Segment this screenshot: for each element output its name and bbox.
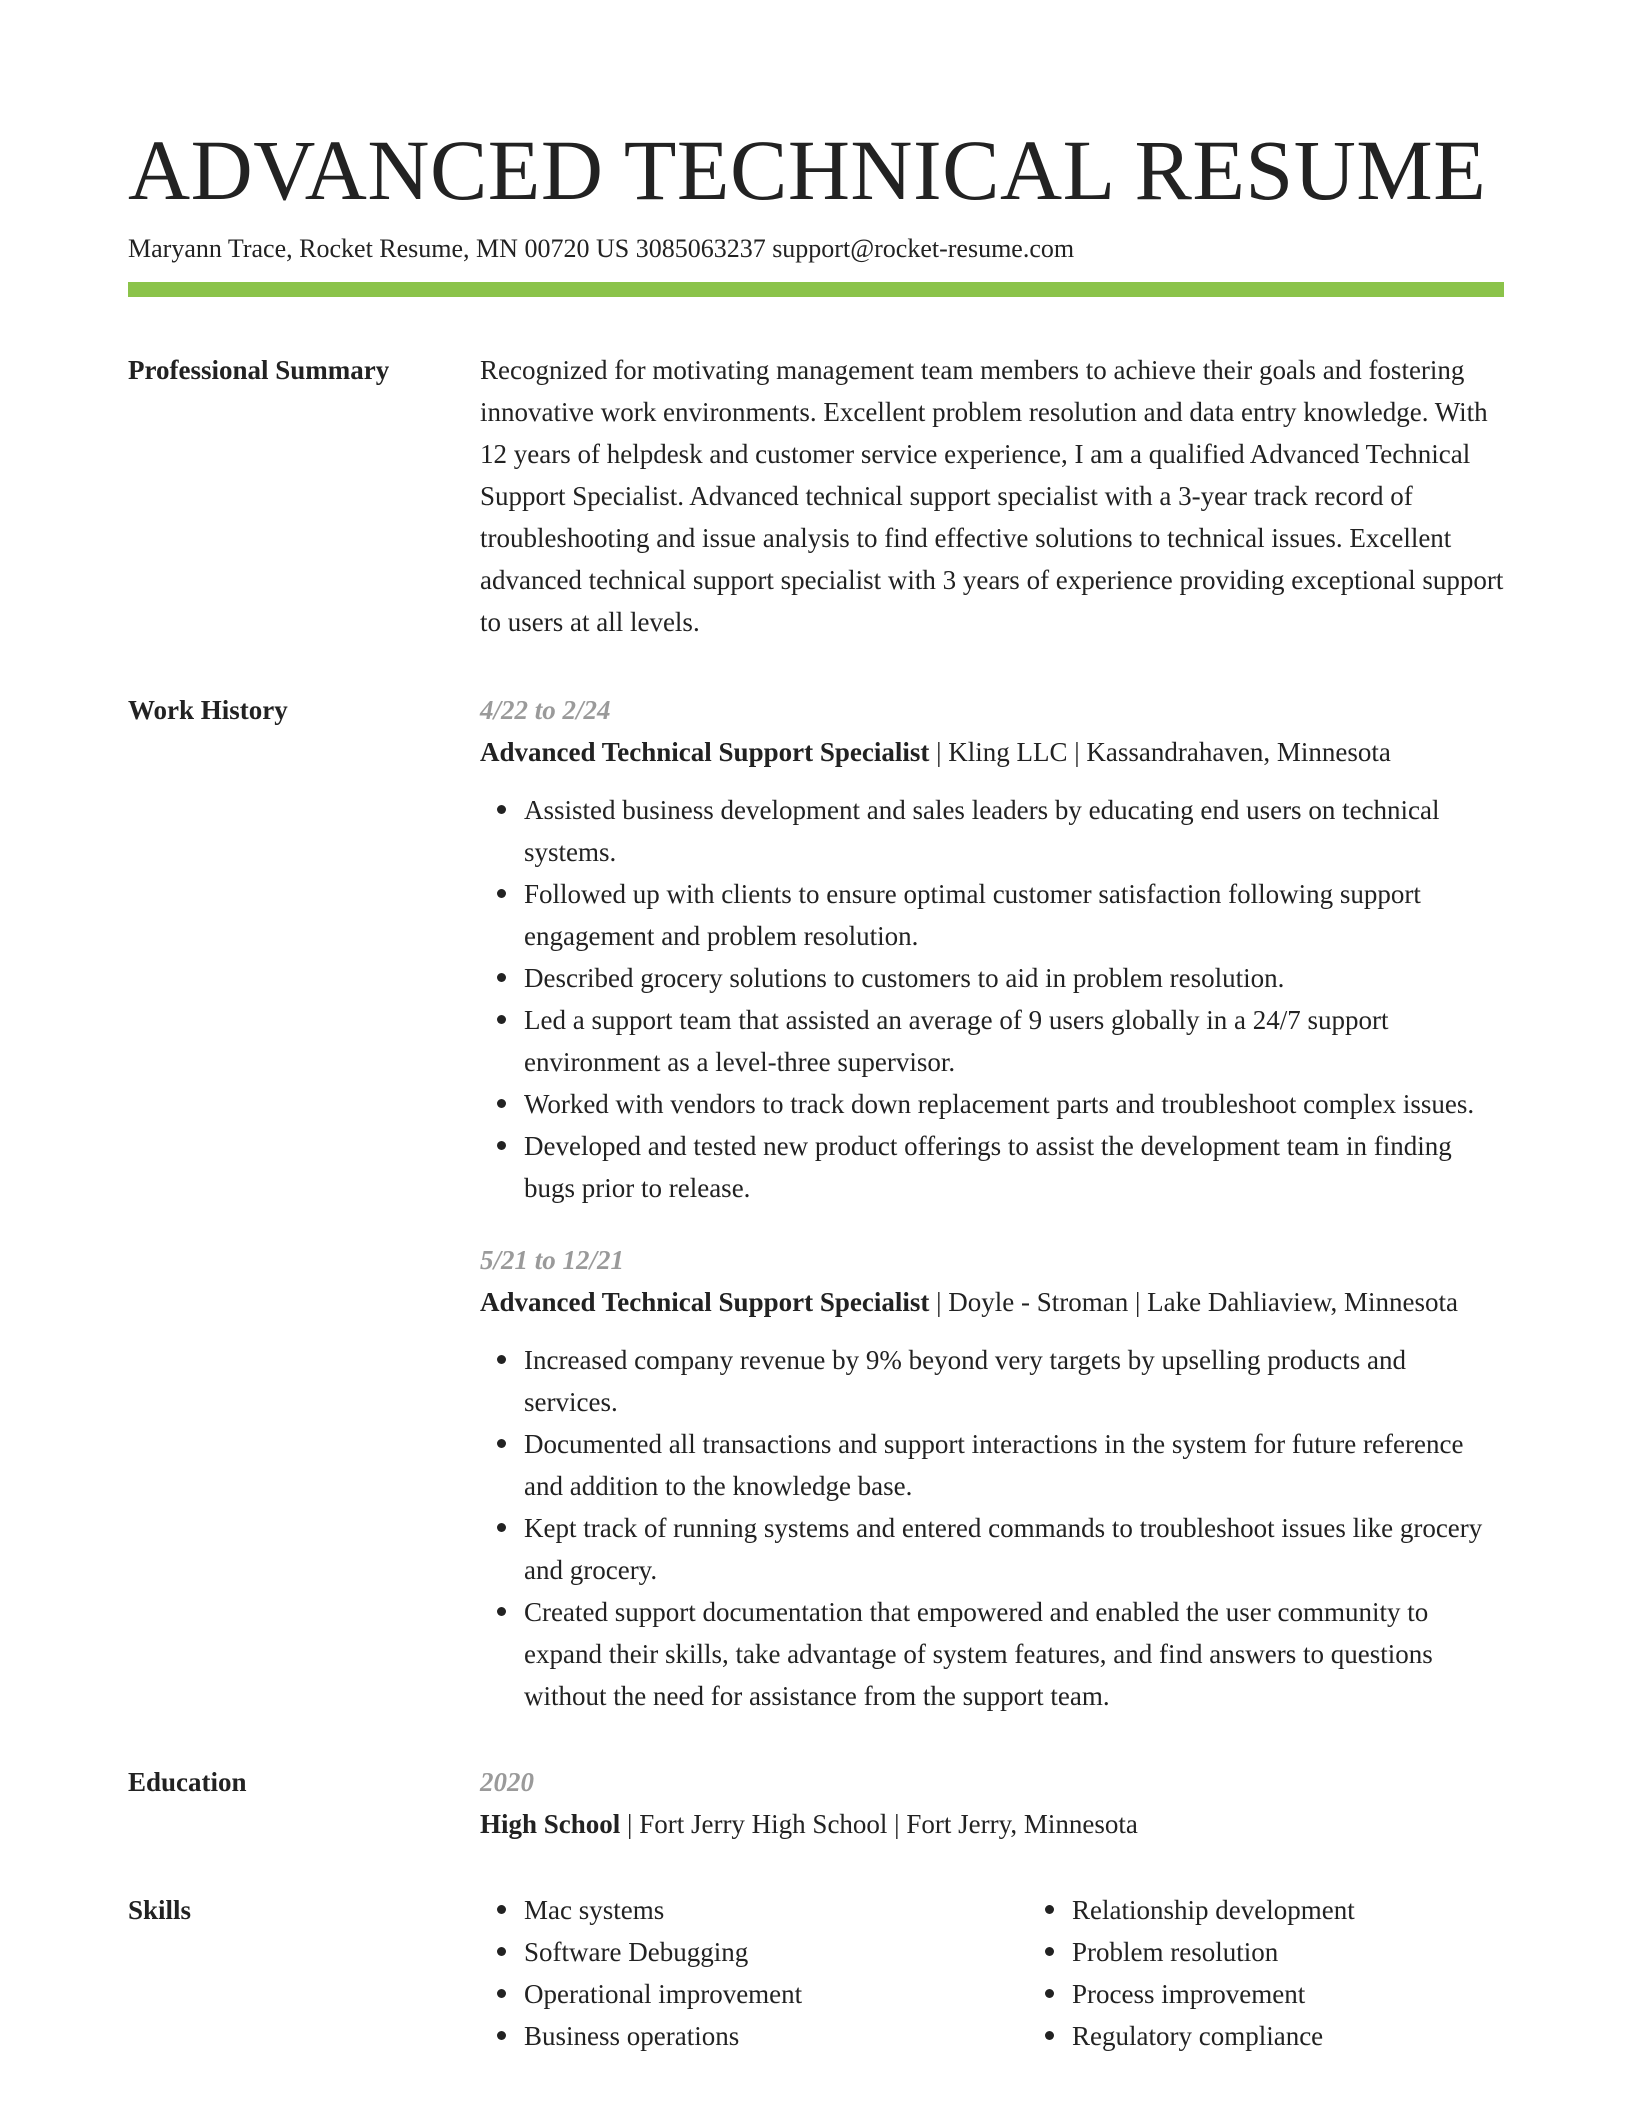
job-bullet: Assisted business development and sales leaders by educating end users on technical systems. [524,789,1504,873]
resume-title: ADVANCED TECHNICAL RESUME [128,122,1487,218]
skill-item: Problem resolution [1072,1931,1576,1973]
education-degree: High School [480,1809,621,1839]
job-bullet: Followed up with clients to ensure optimal customer satisfaction following support engagement and problem resolution. [524,873,1504,957]
job-details: | Doyle - Stroman | Lake Dahliaview, Minnesota [929,1287,1459,1317]
summary-heading: Professional Summary [128,355,390,385]
contact-line [128,232,1504,266]
job-bullets [480,1339,1504,1717]
job-role [480,731,1504,773]
education-entry [480,1803,1504,1845]
work-history-body [480,689,1504,1717]
education-details: | Fort Jerry High School | Fort Jerry, Minnesota [620,1809,1138,1839]
summary-section [128,349,1504,643]
job-entry [480,689,1504,1209]
education-section [128,1761,1504,1845]
contact-email: support@rocket-resume.com [772,234,1075,263]
skills-heading: Skills [128,1895,192,1925]
job-title: Advanced Technical Support Specialist [480,737,930,767]
job-bullet: Kept track of running systems and entered commands to troubleshoot issues like grocery and grocery. [524,1507,1504,1591]
skill-item: Business operations [524,2015,1028,2057]
accent-divider [128,282,1504,297]
job-bullets [480,789,1504,1209]
job-bullet: Described grocery solutions to customers to aid in problem resolution. [524,957,1504,999]
summary-text: Recognized for motivating management team members to achieve their goals and fostering innovative work environments. Excellent problem resolution and data entry knowledge. With 12 years of helpdesk and customer service experience, I am a qualified Advanced Technical Support Specialist. Advanced technical support specialist with a 3-year track record of troubleshooting and issue analysis to find effective solutions to technical issues. Excellent advanced technical support specialist with 3 years of experience providing exceptional support to users at all levels. [480,355,1504,637]
skill-item: Operational improvement [524,1973,1028,2015]
job-dates: 5/21 to 12/21 [480,1245,625,1275]
job-bullet: Documented all transactions and support interactions in the system for future reference and addition to the knowledge base. [524,1423,1504,1507]
job-bullet: Increased company revenue by 9% beyond very targets by upselling products and services. [524,1339,1504,1423]
skill-item: Regulatory compliance [1072,2015,1576,2057]
education-year: 2020 [480,1767,534,1797]
summary-body [480,349,1504,643]
job-role [480,1281,1504,1323]
job-title: Advanced Technical Support Specialist [480,1287,930,1317]
skill-item: Relationship development [1072,1889,1576,1931]
skills-column-left [480,1889,1028,2057]
skill-item: Mac systems [524,1889,1028,1931]
contact-address: Rocket Resume, MN 00720 US [299,234,630,263]
skills-column-right [1028,1889,1576,2057]
skill-item: Software Debugging [524,1931,1028,1973]
contact-phone: 3085063237 [635,234,766,263]
education-heading: Education [128,1767,247,1797]
skills-section [128,1889,1504,2057]
work-history-heading: Work History [128,695,288,725]
contact-name: Maryann Trace, [128,234,293,263]
skills-body [480,1889,1576,2057]
education-body [480,1761,1504,1845]
job-dates: 4/22 to 2/24 [480,695,611,725]
job-bullet: Developed and tested new product offerings to assist the development team in finding bugs prior to release. [524,1125,1504,1209]
job-bullet: Worked with vendors to track down replacement parts and troubleshoot complex issues. [524,1083,1504,1125]
job-entry [480,1239,1504,1717]
job-bullet: Led a support team that assisted an average of 9 users globally in a 24/7 support environment as a level-three supervisor. [524,999,1504,1083]
work-history-section [128,689,1504,1717]
skill-item: Process improvement [1072,1973,1576,2015]
resume-page [128,120,1504,2057]
job-bullet: Created support documentation that empowered and enabled the user community to expand their skills, take advantage of system features, and find answers to questions without the need for assistance from the support team. [524,1591,1504,1717]
job-details: | Kling LLC | Kassandrahaven, Minnesota [929,737,1391,767]
